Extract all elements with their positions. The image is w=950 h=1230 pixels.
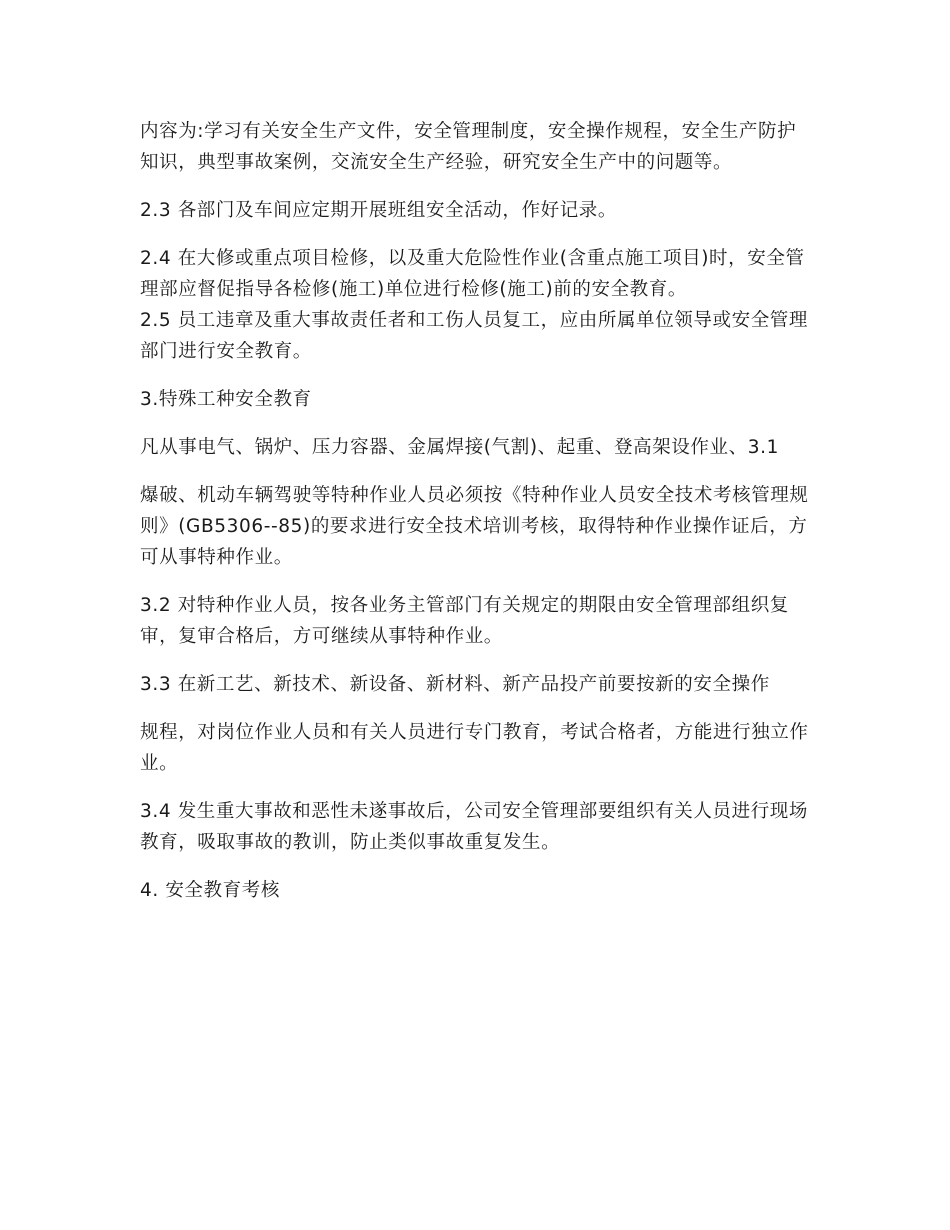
paragraph-3-1-body: 爆破、机动车辆驾驶等特种作业人员必须按《特种作业人员安全技术考核管理规则》(GB5306--85)的要求进行安全技术培训考核，取得特种作业操作证后，方可从事特种作业。	[140, 485, 809, 568]
paragraph-2-5: 2.5 员工违章及重大事故责任者和工伤人员复工，应由所属单位领导或安全管理部门进行安全教育。	[140, 310, 809, 362]
paragraph-3-3-body: 规程，对岗位作业人员和有关人员进行专门教育，考试合格者，方能进行独立作业。	[140, 722, 809, 774]
paragraph-2-3: 2.3 各部门及车间应定期开展班组安全活动，作好记录。	[140, 200, 618, 221]
paragraph-3-3-intro: 3.3 在新工艺、新技术、新设备、新材料、新产品投产前要按新的安全操作	[140, 674, 770, 695]
document-body	[140, 116, 815, 923]
paragraph-3-4: 3.4 发生重大事故和恶性未遂事故后，公司安全管理部要组织有关人员进行现场教育，吸取事故的教训，防止类似事故重复发生。	[140, 801, 809, 853]
section-heading-4: 4. 安全教育考核	[140, 880, 280, 901]
paragraph-3-2: 3.2 对特种作业人员，按各业务主管部门有关规定的期限由安全管理部组织复审，复审合格后，方可继续从事特种作业。	[140, 595, 789, 647]
paragraph-2-4: 2.4 在大修或重点项目检修，以及重大危险性作业(含重点施工项目)时，安全管理部应督促指导各检修(施工)单位进行检修(施工)前的安全教育。	[140, 248, 805, 300]
paragraph-3-1-intro: 凡从事电气、锅炉、压力容器、金属焊接(气割)、起重、登高架设作业、3.1	[140, 437, 779, 458]
paragraph-content-intro: 内容为:学习有关安全生产文件，安全管理制度，安全操作规程，安全生产防护知识，典型事故案例，交流安全生产经验，研究安全生产中的问题等。	[140, 121, 797, 173]
section-heading-3: 3.特殊工种安全教育	[140, 389, 312, 410]
